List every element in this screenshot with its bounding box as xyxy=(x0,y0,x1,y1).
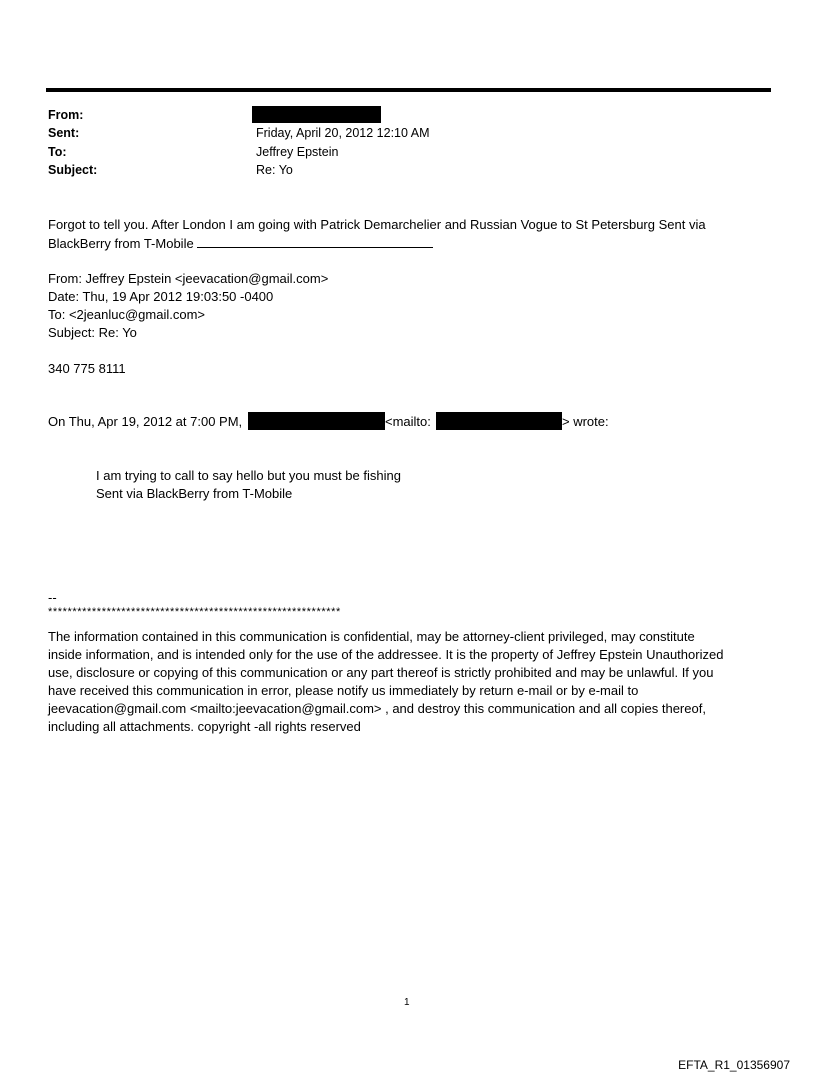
document-id: EFTA_R1_01356907 xyxy=(678,1058,790,1072)
subject-label: Subject: xyxy=(48,163,98,177)
phone-number: 340 775 8111 xyxy=(48,361,126,376)
disclaimer-line: including all attachments. copyright -all rights reserved xyxy=(48,719,361,734)
disclaimer xyxy=(48,628,768,736)
mailto-text: <mailto: xyxy=(385,414,431,429)
disclaimer-line: have received this communication in error, please notify us immediately by return e-mail or by e-mail to xyxy=(48,683,639,698)
to-value: Jeffrey Epstein xyxy=(256,145,339,159)
quoted-date: Date: Thu, 19 Apr 2012 19:03:50 -0400 xyxy=(48,289,274,304)
subject-value: Re: Yo xyxy=(256,163,293,177)
on-date-prefix: On Thu, Apr 19, 2012 at 7:00 PM, xyxy=(48,414,243,429)
signature-dashes: -- xyxy=(48,590,57,605)
sent-label: Sent: xyxy=(48,126,80,140)
body-line-2 xyxy=(48,235,433,251)
disclaimer-line: jeevacation@gmail.com <mailto:jeevacation@gmail.com> , and destroy this communication and all copies thereof, xyxy=(48,701,706,716)
redacted-from xyxy=(252,106,381,123)
disclaimer-line: The information contained in this communication is confidential, may be attorney-client privileged, may constitute xyxy=(48,629,695,644)
inner-message-line-2: Sent via BlackBerry from T-Mobile xyxy=(96,486,293,501)
separator-underline xyxy=(197,235,433,248)
from-label: From: xyxy=(48,108,84,122)
body-line-1: Forgot to tell you. After London I am going with Patrick Demarchelier and Russian Vogue to St Petersburg Sent via xyxy=(48,217,706,232)
sent-value: Friday, April 20, 2012 12:10 AM xyxy=(256,126,430,140)
page-number: 1 xyxy=(404,997,410,1008)
redacted-sender-name xyxy=(248,412,385,430)
body-line-2-text: BlackBerry from T-Mobile xyxy=(48,236,194,251)
quoted-to: To: <2jeanluc@gmail.com> xyxy=(48,307,205,322)
redacted-sender-email xyxy=(436,412,562,430)
inner-message-line-1: I am trying to call to say hello but you must be fishing xyxy=(96,468,401,483)
disclaimer-line: inside information, and is intended only for the use of the addressee. It is the property of Jeffrey Epstein Unauthorized xyxy=(48,647,724,662)
quoted-from: From: Jeffrey Epstein <jeevacation@gmail.com> xyxy=(48,271,329,286)
disclaimer-line: use, disclosure or copying of this communication or any part thereof is strictly prohibited and may be unlawful. If you xyxy=(48,665,714,680)
wrote-text: > wrote: xyxy=(562,414,609,429)
quoted-subject: Subject: Re: Yo xyxy=(48,325,137,340)
signature-stars: ************************************************************ xyxy=(48,606,341,618)
to-label: To: xyxy=(48,145,67,159)
header-rule xyxy=(46,88,771,92)
